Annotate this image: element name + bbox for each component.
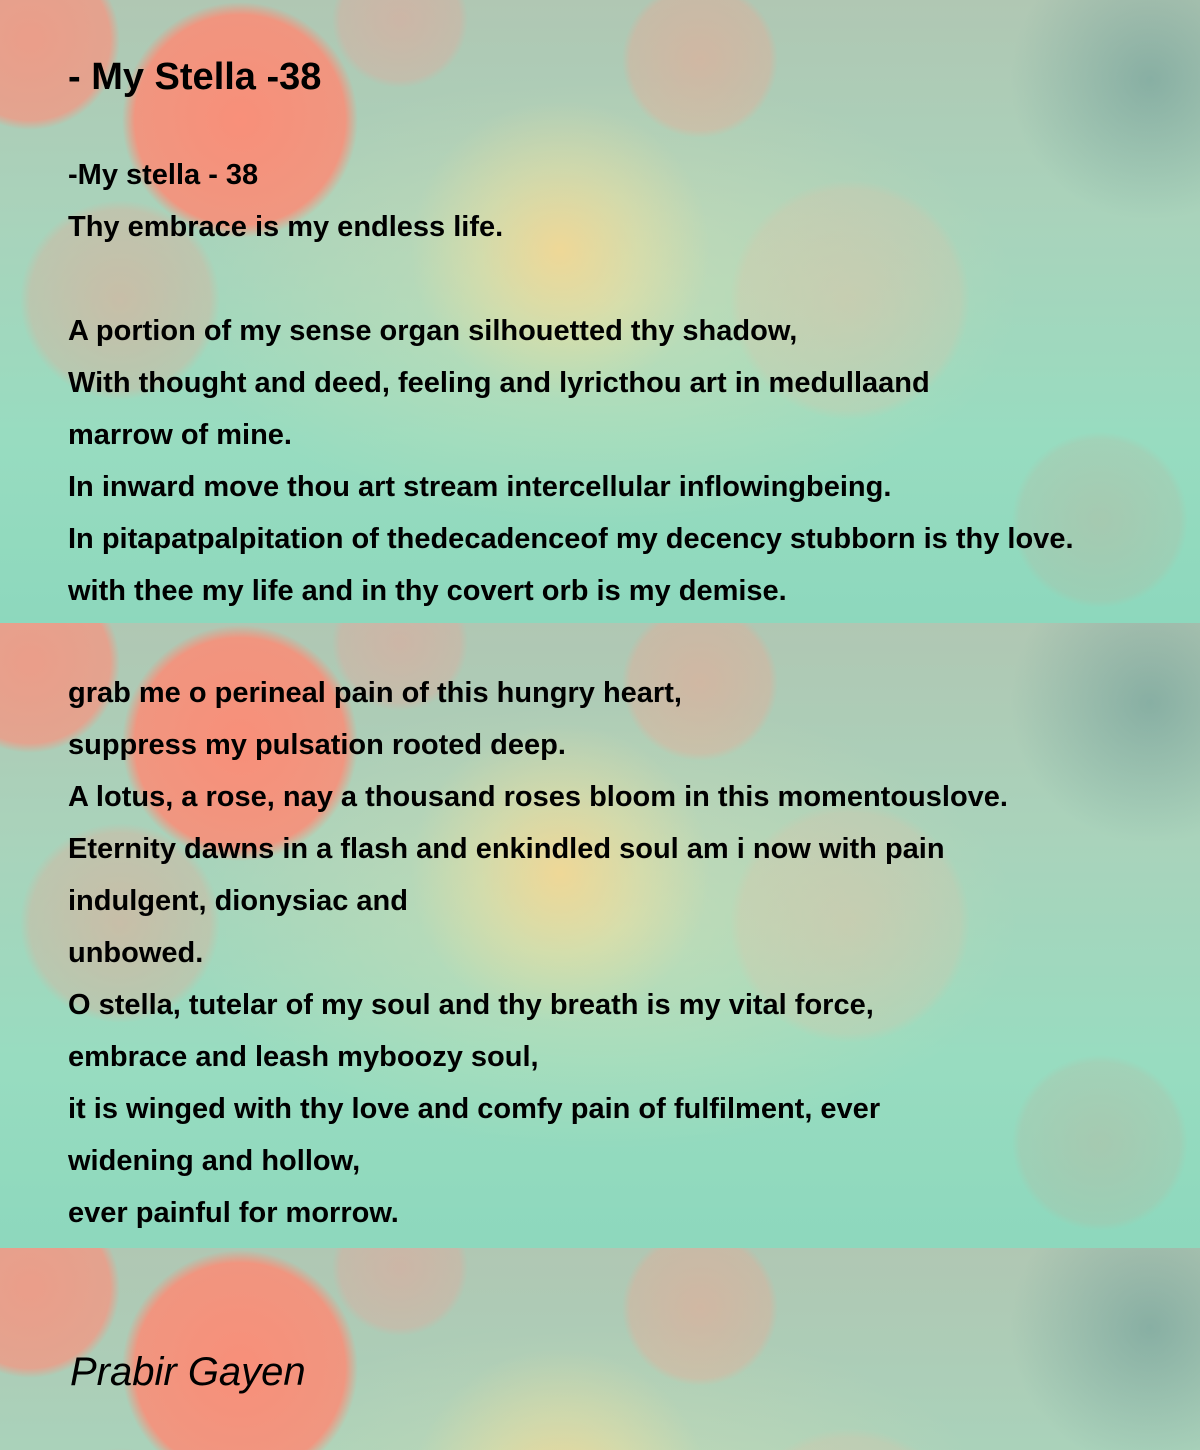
poem-line: In inward move thou art stream intercellular inflowingbeing. bbox=[68, 471, 892, 503]
poem-stanza-1 bbox=[68, 149, 1074, 617]
poem-line: Thy embrace is my endless life. bbox=[68, 211, 504, 243]
poem-line: -My stella - 38 bbox=[68, 159, 259, 191]
poem-line: with thee my life and in thy covert orb is my demise. bbox=[68, 575, 787, 607]
poem-line: A portion of my sense organ silhouetted thy shadow, bbox=[68, 315, 798, 347]
poem-line: With thought and deed, feeling and lyricthou art in medullaand bbox=[68, 367, 930, 399]
poem-panel-middle bbox=[0, 623, 1200, 1248]
poem-line: marrow of mine. bbox=[68, 419, 292, 451]
poem-line: unbowed. bbox=[68, 937, 204, 969]
poem-line: embrace and leash myboozy soul, bbox=[68, 1041, 539, 1073]
poem-line: it is winged with thy love and comfy pain of fulfilment, ever bbox=[68, 1093, 881, 1125]
poem-line: A lotus, a rose, nay a thousand roses bloom in this momentouslove. bbox=[68, 781, 1008, 813]
poem-line: grab me o perineal pain of this hungry heart, bbox=[68, 677, 682, 709]
author-name: Prabir Gayen bbox=[70, 1350, 306, 1394]
poem-line: O stella, tutelar of my soul and thy breath is my vital force, bbox=[68, 989, 874, 1021]
poem-line: widening and hollow, bbox=[68, 1145, 361, 1177]
poem-line: ever painful for morrow. bbox=[68, 1197, 399, 1229]
poem-line: In pitapatpalpitation of thedecadenceof my decency stubborn is thy love. bbox=[68, 523, 1074, 555]
poem-line: Eternity dawns in a flash and enkindled soul am i now with pain bbox=[68, 833, 945, 865]
poem-line: suppress my pulsation rooted deep. bbox=[68, 729, 566, 761]
author-panel bbox=[0, 1248, 1200, 1450]
poem-title: - My Stella -38 bbox=[68, 56, 322, 98]
poem-panel-top bbox=[0, 0, 1200, 623]
poem-stanza-2 bbox=[68, 667, 1008, 1239]
poem-line bbox=[68, 253, 1074, 305]
poem-line: indulgent, dionysiac and bbox=[68, 885, 408, 917]
